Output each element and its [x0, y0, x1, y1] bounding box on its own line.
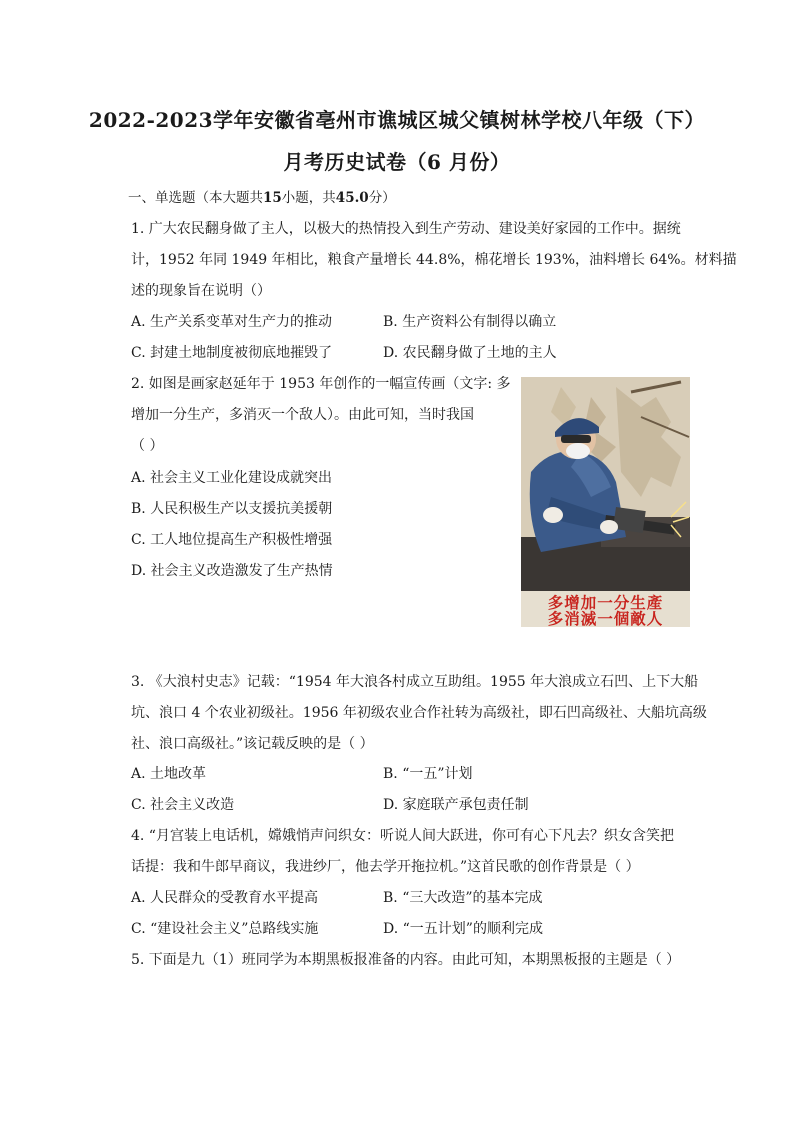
q3-option-d[interactable]: D. 家庭联产承包责任制: [383, 797, 529, 813]
q2-stem-line: 增加一分生产，多消灭一个敌人）。由此可知，当时我国: [131, 407, 474, 423]
exam-title-line1: 2022-2023学年安徽省亳州市谯城区城父镇树林学校八年级（下）: [88, 108, 706, 132]
q1-stem-line: 1. 广大农民翻身做了主人，以极大的热情投入到生产劳动、建设美好家园的工作中。据统: [131, 221, 681, 237]
question-count: 15: [263, 190, 282, 206]
q1-stem-line: 计，1952 年同 1949 年相比，粮食产量增长 44.8%，棉花增长 193%，油料增长 64%。材料描: [131, 252, 737, 268]
q2-option-d[interactable]: D. 社会主义改造激发了生产热情: [131, 563, 333, 579]
total-score: 45.0: [335, 190, 369, 206]
section-suffix: 分）: [368, 190, 396, 206]
section-heading: [128, 186, 396, 206]
q3-option-c[interactable]: C. 社会主义改造: [131, 797, 235, 813]
q3-stem-line: 3. 《大浪村史志》记载：“1954 年大浪各村成立互助组。1955 年大浪成立石凹、上下大船: [131, 674, 699, 690]
q5-stem-line: 5. 下面是九（1）班同学为本期黑板报准备的内容。由此可知，本期黑板报的主题是（ ）: [131, 952, 681, 968]
q2-option-c[interactable]: C. 工人地位提高生产积极性增强: [131, 532, 333, 548]
q2-stem-line: 2. 如图是画家赵延年于 1953 年创作的一幅宣传画（文字: 多: [131, 376, 511, 392]
q1-option-d[interactable]: D. 农民翻身做了土地的主人: [383, 345, 557, 361]
q2-option-b[interactable]: B. 人民积极生产以支援抗美援朝: [131, 501, 333, 517]
q4-stem-line: 话提：我和牛郎早商议，我进纱厂，他去学开拖拉机。”这首民歌的创作背景是（ ）: [131, 859, 640, 875]
section-prefix: 一、单选题（本大题共: [128, 190, 263, 206]
q1-stem-line: 述的现象旨在说明（）: [131, 283, 271, 299]
q3-option-b[interactable]: B. “一五”计划: [383, 766, 473, 782]
q2-stem-line: （ ）: [131, 438, 164, 454]
q2-option-a[interactable]: A. 社会主义工业化建设成就突出: [131, 470, 333, 486]
q1-option-a[interactable]: A. 生产关系变革对生产力的推动: [131, 314, 333, 330]
q3-stem-line: 坑、浪口 4 个农业初级社。1956 年初级农业合作社转为高级社，即石凹高级社、大船坑高级: [131, 705, 707, 721]
q4-stem-line: 4. “月宫装上电话机，嫦娥悄声问织女：听说人间大跃进，你可有心下凡去？织女含笑把: [131, 828, 674, 844]
exam-title-line2: 月考历史试卷（6 月份）: [283, 150, 511, 174]
q4-option-a[interactable]: A. 人民群众的受教育水平提高: [131, 890, 319, 906]
q4-option-d[interactable]: D. “一五计划”的顺利完成: [383, 921, 543, 937]
q3-option-a[interactable]: A. 土地改革: [131, 766, 207, 782]
propaganda-poster-image: [521, 377, 690, 627]
q4-option-c[interactable]: C. “建设社会主义”总路线实施: [131, 921, 319, 937]
poster-caption-line1: 多增加一分生產: [547, 593, 664, 612]
q4-option-b[interactable]: B. “三大改造”的基本完成: [383, 890, 543, 906]
poster-caption-line2: 多消滅一個敵人: [547, 609, 664, 627]
q1-option-b[interactable]: B. 生产资料公有制得以确立: [383, 314, 557, 330]
q1-option-c[interactable]: C. 封建土地制度被彻底地摧毁了: [131, 345, 333, 361]
q3-stem-line: 社、浪口高级社。”该记载反映的是（ ）: [131, 736, 374, 752]
section-middle: 小题，共: [281, 190, 336, 206]
poster-caption: [521, 595, 690, 627]
